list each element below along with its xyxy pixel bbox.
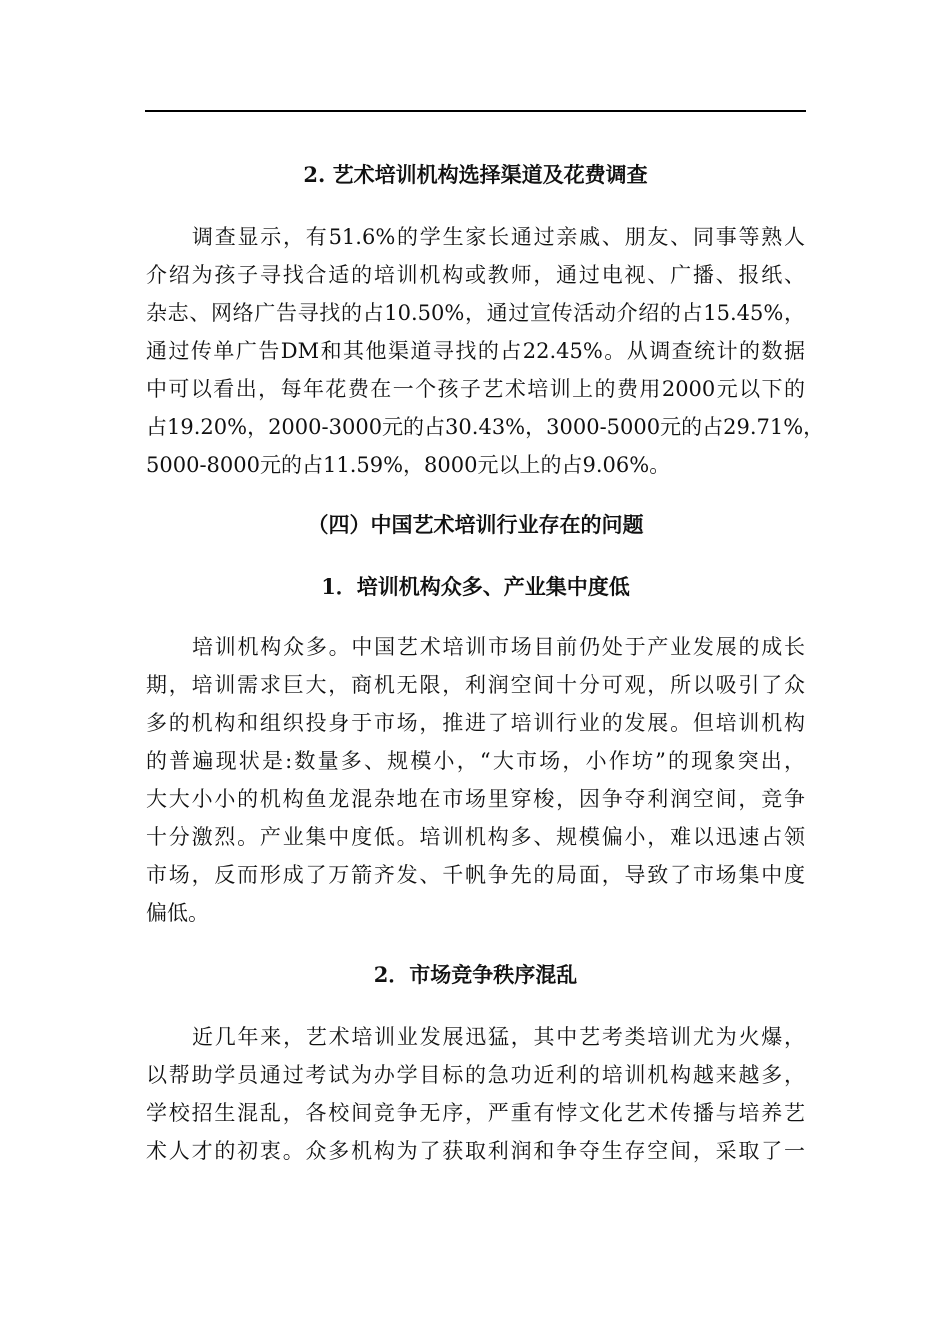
paragraph-line: 学校招生混乱，各校间竞争无序，严重有悖文化艺术传播与培养艺 (146, 1101, 805, 1125)
paragraph-line: 多的机构和组织投身于市场，推进了培训行业的发展。但培训机构 (146, 711, 805, 735)
paragraph-line: 近几年来，艺术培训业发展迅猛，其中艺考类培训尤为火爆， (192, 1025, 805, 1049)
paragraph-line: 期，培训需求巨大，商机无限，利润空间十分可观，所以吸引了众 (146, 673, 805, 697)
paragraph-line: 市场，反而形成了万箭齐发、千帆争先的局面，导致了市场集中度 (146, 863, 805, 887)
paragraph-line: 的普遍现状是:数量多、规模小，“大市场，小作坊”的现象突出， (146, 749, 805, 773)
paragraph-line: 培训机构众多。中国艺术培训市场目前仍处于产业发展的成长 (192, 635, 805, 659)
paragraph-line: 十分激烈。产业集中度低。培训机构多、规模偏小，难以迅速占领 (146, 825, 805, 849)
paragraph-line: 大大小小的机构鱼龙混杂地在市场里穿梭，因争夺利润空间，竞争 (146, 787, 805, 811)
header-rule (145, 110, 806, 112)
paragraph-line: 介绍为孩子寻找合适的培训机构或教师，通过电视、广播、报纸、 (146, 263, 805, 287)
paragraph-line: 杂志、网络广告寻找的占10.50%，通过宣传活动介绍的占15.45%， (146, 301, 805, 325)
heading-2: 2．市场竞争秩序混乱 (373, 962, 578, 987)
section-heading: （四）中国艺术培训行业存在的问题 (307, 512, 644, 537)
paragraph-line: 占19.20%，2000-3000元的占30.43%，3000-5000元的占29.71%， (146, 415, 825, 439)
paragraph-line: 调查显示，有51.6%的学生家长通过亲戚、朋友、同事等熟人 (192, 225, 805, 249)
paragraph-line: 术人才的初衷。众多机构为了获取利润和争夺生存空间，采取了一 (146, 1139, 805, 1163)
paragraph-line: 以帮助学员通过考试为办学目标的急功近利的培训机构越来越多， (146, 1063, 805, 1087)
heading-1: 1．培训机构众多、产业集中度低 (321, 574, 630, 599)
paragraph-line: 通过传单广告DM和其他渠道寻找的占22.45%。从调查统计的数据 (146, 339, 805, 363)
paragraph-line: 5000-8000元的占11.59%，8000元以上的占9.06%。 (146, 453, 671, 477)
paragraph-line: 偏低。 (146, 901, 209, 925)
paragraph-line: 中可以看出，每年花费在一个孩子艺术培训上的费用2000元以下的 (146, 377, 805, 401)
heading-survey: 2. 艺术培训机构选择渠道及花费调查 (303, 162, 648, 187)
